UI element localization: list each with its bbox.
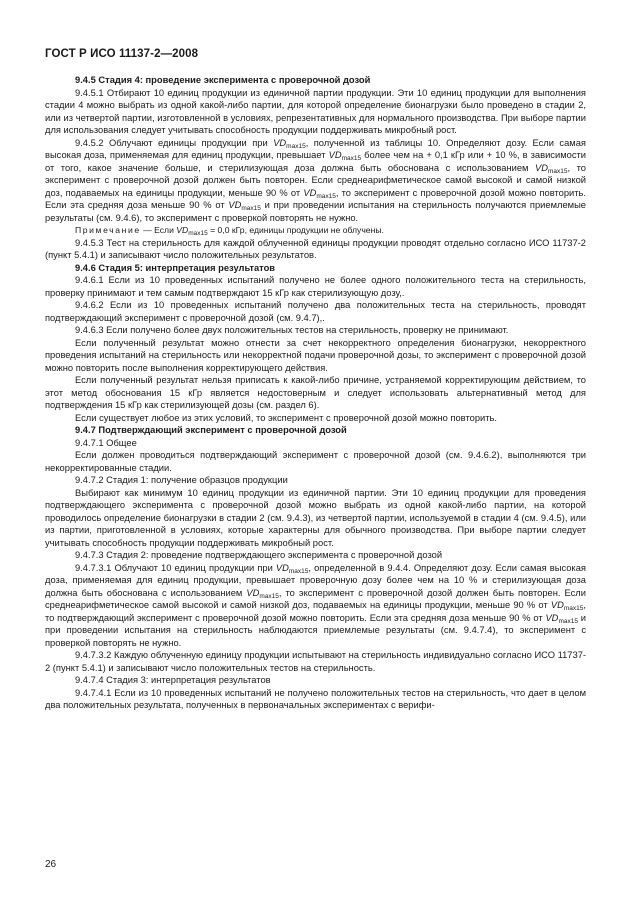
section-heading: 9.4.6 Стадия 5: интерпретация результатов — [75, 262, 276, 273]
paragraph: 9.4.7.2 Стадия 1: получение образцов продукции — [75, 475, 288, 485]
paragraph: 9.4.6.2 Если из 10 проведенных испытаний получено два положительных теста на стерильность, проводят подтверждающий эксперимент с проверочной дозой (см. 9.4.7),. — [45, 300, 586, 323]
paragraph: 9.4.7.4 Стадия 3: интерпретация результатов — [75, 675, 271, 685]
paragraph: 9.4.7.3.1 Облучают 10 единиц продукции при $VD_{max15}$, определенной в 9.4.4. Определяют дозу. Если самая высокая доза, применяемая для единиц продукции, превышает проверочную дозу более чем на 10 % и стерилизующая доза должна быть обоснована с использованием $VD_{max15}$, то эксперимент с проверочной дозой должен быть повторен. Если среднеарифметическое самой высокой и самой низкой доз, подаваемых на единицы продукции, меньше 90 % от $VD_{max15}$, то подтверждающий эксперимент с проверочной дозой можно повторить. Если эта средняя доза меньше 90 % от $VD_{max15}$ и при проведении испытания на стерильность наблюдаются приемлемые результаты (см. 9.4.7.4), то эксперимент с проверкой повторять не нужно. — [45, 562, 586, 648]
paragraph: 9.4.7.1 Общее — [75, 437, 137, 448]
paragraph: 9.4.5.3 Тест на стерильность для каждой облученной единицы продукции проводят отдельно согласно ИСО 11737-2 (пункт 5.4.1) и записывают число положительных результатов. — [45, 237, 586, 260]
paragraph: Если полученный результат можно отнести за счет некорректного определения бионагрузки, некорректного проведения испытаний на стерильность или некорректной подачи проверочной дозы, то эксперимент с проверочной дозой можно повторить после выполнения корректирующего действия. — [45, 337, 586, 373]
document-body — [45, 74, 586, 712]
paragraph: Если должен проводиться подтверждающий эксперимент с проверочной дозой (см. 9.4.6.2), выполняются три некорректированные стадии. — [45, 450, 586, 473]
paragraph: Если существует любое из этих условий, то эксперимент с проверочной дозой можно повторить. — [75, 412, 497, 423]
paragraph: 9.4.6.1 Если из 10 проведенных испытаний получено не более одного положительного теста на стерильность, проверку принимают и тем самым подтверждают 15 кГр как стерилизующую дозу,. — [45, 275, 586, 298]
paragraph: 9.4.6.3 Если получено более двух положительных тестов на стерильность, проверку не принимают. — [75, 325, 509, 335]
document-header: ГОСТ Р ИСО 11137-2—2008 — [45, 48, 199, 60]
paragraph: 9.4.7.4.1 Если из 10 проведенных испытаний не получено положительных тестов на стерильность, что дает в целом два положительных результата, полученных в первоначальных экспериментах с верифи- — [45, 687, 586, 710]
paragraph: 9.4.5.2 Облучают единицы продукции при $VD_{max15}$, полученной из таблицы 10. Определяют дозу. Если самая высокая доза, применяемая для единиц продукции, превышает $VD_{max15}$ более чем на + 0,1 кГр или + 10 %, в зависимости от того, какое значение больше, и стерилизующая доза должна быть обоснована с использованием $VD_{max15}$, то эксперимент с проверочной дозой должен быть повторен. Если среднеарифметическое самой высокой и самой низкой доз, подаваемых на единицы продукции, меньше 90 % от $VD_{max15}$, то эксперимент с проверочной дозой можно повторить. Если эта средняя доза меньше 90 % от $VD_{max15}$ и при проведении испытания на стерильность получаются приемлемые результаты (см. 9.4.6), то эксперимент с проверкой повторять не нужно. — [45, 137, 586, 223]
section-heading: 9.4.5 Стадия 4: проведение эксперимента с проверочной дозой — [75, 75, 371, 85]
paragraph: Если полученный результат нельзя приписать к какой-либо причине, устраняемой корректирующим действием, то этот метод обоснования 15 кГр является недостоверным и следует использовать альтернативный метод для подтверждения 15 кГр как стерилизующей дозы (см. раздел 6). — [45, 375, 586, 410]
paragraph: Выбирают как минимум 10 единиц продукции из единичной партии. Эти 10 единиц продукции для проведения подтверждающего эксперимента с проверочной дозой можно выбрать из одной какой-либо партии, на которой проводилось определение бионагрузки в стадии 2 (см. 9.4.3), из четвертой партии, используемой в стадии 4 (см. 9.4.5), или из партии, приготовленной в условиях, которые характерны для обычного производства. При выборе партии следует учитывать способность продукции поддерживать микробный рост. — [45, 487, 586, 548]
paragraph: 9.4.7.3.2 Каждую облученную единицу продукции испытывают на стерильность индивидуально согласно ИСО 11737-2 (пункт 5.4.1) и записывают число положительных тестов на стерильность. — [45, 650, 586, 673]
note: Примечание — Если $VD_{max15} = 0,0$ кГр, единицы продукции не облучены. — [75, 225, 384, 237]
paragraph: 9.4.5.1 Отбирают 10 единиц продукции из единичной партии продукции. Эти 10 единиц продукции для выполнения стадии 4 можно выбрать из одной какой-либо партии, для которой определение бионагрузки было проведено в стадии 2, или из четвертой партии, изготовленной в условиях, репрезентативных для нормального производства. При выборе партии для использования следует учитывать способность продукции поддерживать микробный рост. — [45, 87, 586, 135]
page-number: 26 — [45, 859, 57, 870]
section-heading: 9.4.7 Подтверждающий эксперимент с проверочной дозой — [75, 425, 347, 435]
paragraph: 9.4.7.3 Стадия 2: проведение подтверждающего эксперимента с проверочной дозой — [75, 550, 443, 560]
